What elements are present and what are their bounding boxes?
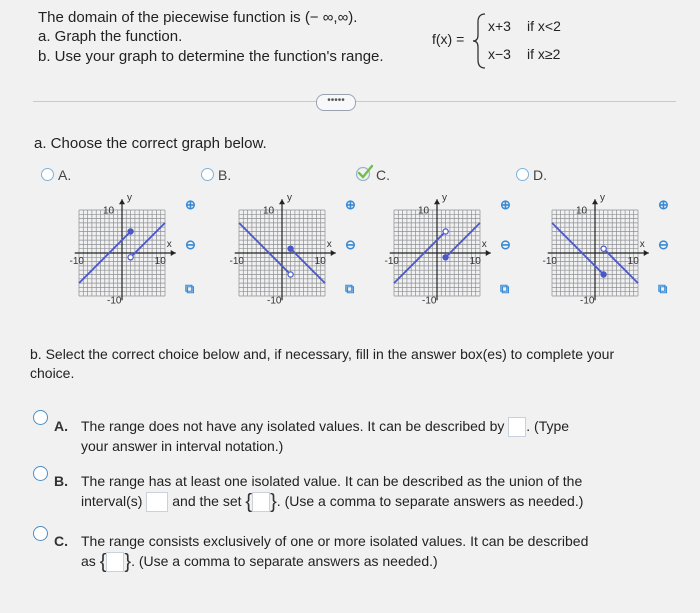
open-endpoint [601, 246, 606, 251]
graph-option-a[interactable] [67, 193, 195, 308]
choice-c-line2 [81, 552, 438, 572]
y-min-label: -10 [267, 295, 282, 307]
x-min-label: -10 [542, 256, 557, 267]
choice-b-line2 [81, 492, 583, 512]
choice-c-letter: C. [54, 533, 68, 549]
option-d-label: D. [533, 167, 547, 183]
choice-a-radio[interactable] [33, 410, 48, 425]
open-endpoint [288, 272, 293, 277]
zoom-in-icon[interactable]: ⊕ [658, 197, 669, 212]
choice-b-text1: The range has at least one isolated value. It can be described as the union of the [81, 473, 583, 489]
x-axis-label: x [481, 239, 487, 250]
left-brace-icon: { [245, 490, 253, 513]
popout-icon[interactable]: ⧉ [658, 281, 668, 296]
zoom-out-icon[interactable]: ⊖ [185, 237, 196, 252]
choice-b-letter: B. [54, 473, 68, 489]
x-max-label: 10 [154, 256, 166, 267]
choice-a-interval-input[interactable] [508, 417, 526, 437]
closed-endpoint [128, 229, 133, 234]
zoom-in-icon[interactable]: ⊕ [500, 197, 511, 212]
option-c-label: C. [376, 167, 390, 183]
option-a-label: A. [58, 167, 72, 183]
option-b-radio[interactable] [201, 168, 214, 181]
zoom-out-icon[interactable]: ⊖ [500, 237, 511, 252]
case2-cond: if x≥2 [527, 46, 561, 62]
choice-b-set-input[interactable] [252, 492, 270, 512]
right-brace-icon: } [270, 490, 277, 513]
case1-cond: if x<2 [527, 18, 561, 34]
choice-c-set-input[interactable] [106, 552, 124, 572]
x-axis-label: x [639, 239, 645, 250]
graph-option-c[interactable] [382, 193, 510, 308]
function-name: f(x) = [432, 31, 465, 47]
problem-intro: The domain of the piecewise function is (− ∞,∞). [38, 9, 358, 26]
choice-a-text2: . (Type [526, 418, 570, 434]
closed-endpoint [288, 246, 293, 251]
more-button[interactable]: ••••• [316, 94, 356, 111]
x-axis-label: x [166, 239, 172, 250]
y-axis-label: y [442, 193, 447, 204]
zoom-in-icon[interactable]: ⊕ [185, 197, 196, 212]
open-endpoint [128, 255, 133, 260]
case1-expr: x+3 [488, 18, 511, 34]
y-max-label: 10 [103, 205, 115, 217]
option-d-radio[interactable] [516, 168, 529, 181]
x-max-label: 10 [627, 256, 639, 267]
x-max-label: 10 [314, 256, 326, 267]
graph-option-b[interactable] [227, 193, 355, 308]
x-min-label: -10 [229, 256, 244, 267]
choice-b-interval-input[interactable] [146, 492, 168, 512]
choice-b-text3: and the set [172, 493, 242, 509]
part-b-prompt: b. Select the correct choice below and, if necessary, fill in the answer box(es) to complete your choice. [30, 346, 615, 381]
graph-option-d[interactable] [540, 193, 668, 308]
x-axis-label: x [326, 239, 332, 250]
zoom-out-icon[interactable]: ⊖ [658, 237, 669, 252]
choice-a-text1: The range does not have any isolated values. It can be described by [81, 418, 505, 434]
choice-b-text4: . (Use a comma to separate answers as needed.) [276, 493, 584, 509]
choice-a-text3: your answer in interval notation.) [81, 438, 284, 454]
choice-b-radio[interactable] [33, 466, 48, 481]
closed-endpoint [601, 272, 606, 277]
choice-c-radio[interactable] [33, 526, 48, 541]
x-arrow-icon [644, 250, 649, 256]
option-a-radio[interactable] [41, 168, 54, 181]
choice-b-text2: interval(s) [81, 493, 143, 509]
case2-expr: x−3 [488, 46, 511, 62]
x-arrow-icon [171, 250, 176, 256]
zoom-in-icon[interactable]: ⊕ [345, 197, 356, 212]
choice-c-text1: The range consists exclusively of one or more isolated values. It can be described [81, 533, 589, 549]
y-axis-label: y [600, 193, 605, 204]
y-axis-label: y [127, 193, 132, 204]
piecewise-brace [472, 12, 488, 70]
problem-part-b: b. Use your graph to determine the function's range. [38, 48, 384, 65]
choice-a-letter: A. [54, 418, 68, 434]
closed-endpoint [443, 255, 448, 260]
popout-icon[interactable]: ⧉ [500, 281, 510, 296]
option-b-label: B. [218, 167, 232, 183]
y-max-label: 10 [576, 205, 588, 217]
y-max-label: 10 [418, 205, 430, 217]
checkmark-icon[interactable] [355, 164, 375, 182]
popout-icon[interactable]: ⧉ [345, 281, 355, 296]
y-axis-label: y [287, 193, 292, 204]
y-arrow-icon [119, 199, 125, 204]
choice-c-text2: as [81, 553, 96, 569]
right-brace-icon: } [124, 550, 132, 573]
problem-part-a: a. Graph the function. [38, 28, 183, 45]
part-a-prompt: a. Choose the correct graph below. [34, 135, 267, 152]
choice-c-text3: . (Use a comma to separate answers as needed.) [131, 553, 438, 569]
y-arrow-icon [279, 199, 285, 204]
x-arrow-icon [486, 250, 491, 256]
y-min-label: -10 [580, 295, 595, 307]
x-min-label: -10 [384, 256, 399, 267]
y-arrow-icon [592, 199, 598, 204]
choice-a-text [81, 417, 569, 437]
open-endpoint [443, 229, 448, 234]
zoom-out-icon[interactable]: ⊖ [345, 237, 356, 252]
popout-icon[interactable]: ⧉ [185, 281, 195, 296]
y-arrow-icon [434, 199, 440, 204]
x-min-label: -10 [69, 256, 84, 267]
y-max-label: 10 [263, 205, 275, 217]
y-min-label: -10 [422, 295, 437, 307]
y-min-label: -10 [107, 295, 122, 307]
x-max-label: 10 [469, 256, 481, 267]
x-arrow-icon [331, 250, 336, 256]
left-brace-icon: { [99, 550, 107, 573]
